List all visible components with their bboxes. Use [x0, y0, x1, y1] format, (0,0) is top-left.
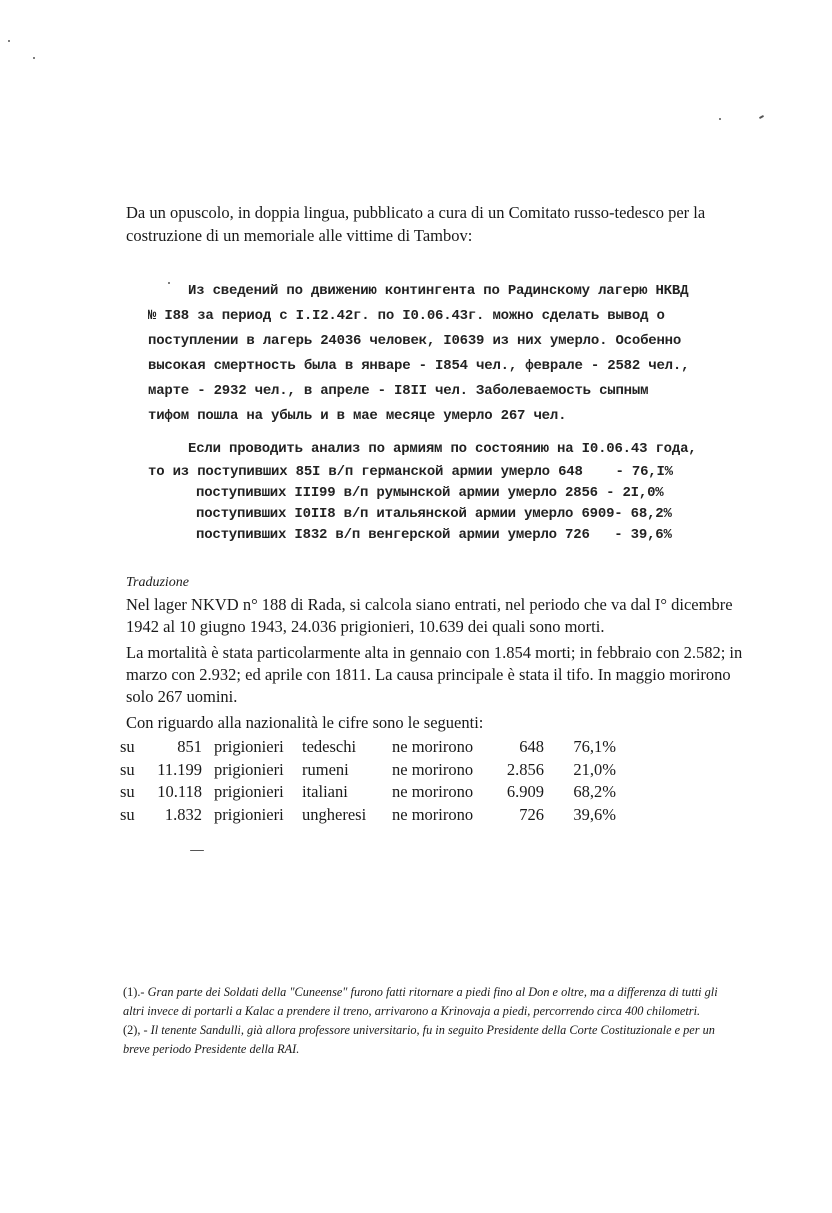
cell-nationality: ungheresi	[302, 804, 367, 824]
cell-label: ne morirono	[392, 759, 474, 779]
russian-line: Из сведений по движению контингента по Радинскому лагерю НКВД	[188, 283, 689, 299]
cell-percent: 21,0%	[573, 759, 616, 779]
cell-nationality: italiani	[302, 782, 348, 801]
scan-speck	[33, 57, 35, 59]
russian-stat-line: то из поступивших 85I в/п германской армии умерло 648 - 76,I%	[148, 464, 673, 480]
cell-percent: 68,2%	[573, 782, 616, 801]
cell-su: su	[120, 759, 135, 779]
cell-su: su	[120, 782, 135, 801]
cell-label: ne morirono	[392, 804, 474, 824]
cell-nationality: rumeni	[302, 759, 349, 779]
translation-paragraph-1: Nel lager NKVD n° 188 di Rada, si calcola siano entrati, nel periodo che va dal I° dicembre 1942 al 10 giugno 1943, 24.036 prigionieri, 10.639 dei quali sono morti.	[126, 595, 733, 636]
cell-label: prigionieri	[214, 782, 284, 801]
scan-speck	[719, 118, 721, 120]
scan-speck	[759, 115, 764, 119]
cell-prisoners: 851	[177, 737, 202, 756]
cell-prisoners: 11.199	[157, 759, 202, 779]
cell-deaths: 2.856	[506, 759, 544, 779]
russian-typewritten-block	[148, 279, 728, 546]
scan-speck	[190, 850, 204, 851]
cell-label: ne morirono	[392, 737, 474, 756]
cell-deaths: 648	[519, 737, 544, 756]
nationality-stats	[120, 736, 616, 826]
footnote-number: (1).-	[123, 985, 145, 999]
stats-table	[120, 736, 616, 826]
table-row	[120, 781, 616, 804]
table-row	[120, 736, 616, 759]
cell-nationality: tedeschi	[302, 737, 357, 756]
cell-prisoners: 1.832	[164, 804, 202, 824]
russian-stat-line: поступивших III99 в/п румынской армии умерло 2856 - 2I,0%	[196, 485, 664, 501]
footnote-text: Gran parte dei Soldati della "Cuneense" furono fatti ritornare a piedi fino al Don e oltre, ma a differenza di tutti gli altri invece di portarli a Kalac a prendere il treno, arrivarono a Krinovaja a piedi, percorrendo circa 400 chilometri.	[123, 985, 718, 1018]
cell-su: su	[120, 804, 135, 824]
footnote-2	[123, 1021, 735, 1059]
russian-line: № I88 за период с I.I2.42г. по I0.06.43г. можно сделать вывод о	[148, 308, 665, 324]
cell-deaths: 726	[519, 804, 544, 824]
intro-line-1: Da un opuscolo, in doppia lingua, pubblicato a cura di un Comitato russo-tedesco per la	[126, 203, 706, 222]
cell-su: su	[120, 737, 135, 756]
russian-para2: Если проводить анализ по армиям по состоянию на I0.06.43 года,	[188, 441, 697, 457]
russian-line: тифом пошла на убыль и в мае месяце умерло 267 чел.	[148, 408, 567, 424]
footnote-number: (2), -	[123, 1023, 148, 1037]
scan-speck	[8, 40, 10, 42]
table-row	[120, 804, 616, 827]
traduzione-label: Traduzione	[126, 575, 190, 590]
intro-paragraph	[126, 201, 756, 247]
cell-deaths: 6.909	[506, 782, 544, 801]
cell-label: prigionieri	[214, 759, 284, 779]
cell-label: prigionieri	[214, 737, 284, 756]
russian-line: высокая смертность была в январе - I854 чел., феврале - 2582 чел.,	[148, 358, 690, 374]
table-row	[120, 759, 616, 782]
intro-line-2: costruzione di un memoriale alle vittime di Tambov:	[126, 226, 473, 245]
cell-percent: 76,1%	[573, 737, 616, 756]
footnotes	[123, 983, 735, 1059]
russian-stat-line: поступивших I0II8 в/п итальянской армии умерло 6909- 68,2%	[196, 506, 672, 522]
russian-line: марте - 2932 чел., в апреле - I8II чел. Заболеваемость сыпным	[148, 383, 649, 399]
translation-paragraph-3: Con riguardo alla nazionalità le cifre sono le seguenti:	[126, 713, 484, 732]
cell-prisoners: 10.118	[157, 782, 202, 801]
russian-line: поступлении в лагерь 24036 человек, I0639 из них умерло. Особенно	[148, 333, 682, 349]
cell-percent: 39,6%	[573, 804, 616, 824]
cell-label: ne morirono	[392, 782, 474, 801]
footnote-1	[123, 983, 735, 1021]
translation-paragraph-2: La mortalità è stata particolarmente alta in gennaio con 1.854 morti; in febbraio con 2.582; in marzo con 2.932; ed aprile con 1811. La causa principale è stata il tifo. In maggio morirono solo 267 uomini.	[126, 643, 743, 706]
cell-label: prigionieri	[214, 804, 284, 824]
russian-stat-line: поступивших I832 в/п венгерской армии умерло 726 - 39,6%	[196, 527, 672, 543]
translation-text	[126, 594, 756, 738]
footnote-text: Il tenente Sandulli, già allora professore universitario, fu in seguito Presidente della Corte Costituzionale e per un breve periodo Presidente della RAI.	[123, 1023, 715, 1056]
